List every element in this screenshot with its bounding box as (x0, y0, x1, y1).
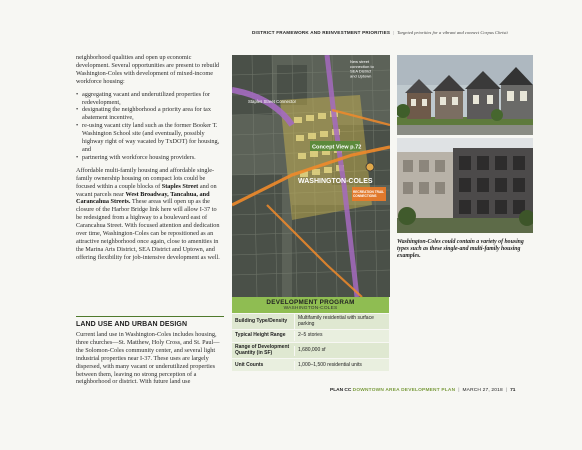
header-section-title: DISTRICT FRAMEWORK AND REINVESTMENT PRIORITIES (252, 30, 391, 35)
list-item: • designating the neighborhood a priority area for tax abatement incentive, (76, 106, 224, 122)
development-program-subtitle: WASHINGTON-COLES (283, 306, 338, 311)
development-program-title: DEVELOPMENT PROGRAM (266, 299, 355, 306)
housing-paragraph (76, 167, 224, 262)
intro-paragraph: neighborhood qualities and open up economic development. Several opportunities are present to rebuild Washington-Coles with development of mixed-income workforce housing: (76, 54, 220, 85)
map-district-label: WASHINGTON-COLES (298, 178, 373, 185)
section-heading: LAND USE AND URBAN DESIGN (76, 316, 224, 328)
table-row (232, 342, 389, 358)
page-footer (330, 388, 515, 393)
map-label-street-line: and Uptown (350, 73, 372, 79)
footer-date: MARCH 27, 2018 (462, 388, 503, 393)
footer-separator: | (458, 388, 460, 393)
housing-text: and on vacant parcels near (76, 182, 217, 198)
map-label-staples: Staples Street Connector (248, 99, 297, 104)
map-label-street-line: connection to (350, 63, 374, 69)
footer-title: DOWNTOWN AREA DEVELOPMENT PLAN (352, 388, 456, 393)
table-row (232, 313, 389, 329)
table-cell-label: Building Type/Density (235, 317, 288, 324)
housing-text: These areas will open up as the closure of the Harbor Bridge link here will allow I-37 to be redesigned from a highway to a boulevard east of Carancahua Street. With focused attention and dedication over time, Washington-Coles can be repositioned as an attractive neighborhood once again, close to amenities in the Marina Arts District, SEA District and Uptown, and offering flexibility for job-intensive development as well. (76, 198, 220, 261)
street-names: West Broadway, Tancahua, and Carancahua Streets. (76, 190, 210, 206)
land-use-paragraph: Current land use in Washington-Coles includes housing, three churches—St. Matthew, Holy Cross, and St. Paul—the Solomon-Coles community center, and several light industrial properties near I-37. These uses are largely dispersed, with many vacant or underutilized properties between them, leaving no strong perception of a neighborhood or district. With future land use (76, 331, 220, 386)
section-body (76, 331, 224, 391)
housing-text: Affordable multi-family housing and affordable single-family ownership housing on compact lots could be focused within a couple blocks of (76, 166, 215, 190)
map-recreation-line: RECREATION TRAIL (353, 190, 385, 194)
table-cell-label: Typical Height Range (235, 332, 286, 339)
footer-separator: | (505, 388, 508, 393)
map-concept-view: Concept View p.72 (312, 144, 362, 151)
page-number: 71 (510, 388, 516, 393)
table-cell-value: Multifamily residential with surface parking (294, 314, 389, 329)
table-cell-value: 1,680,000 sf (294, 346, 389, 356)
footer-plan: PLAN CC (330, 388, 352, 393)
list-item: • partnering with workforce housing providers. (76, 154, 224, 162)
table-cell-value: 1,000–1,500 residential units (294, 361, 389, 371)
multi-family-photo (397, 138, 533, 233)
map-label-street-line: New street (350, 59, 370, 64)
street-name: Staples Street (161, 182, 199, 190)
table-row (232, 358, 389, 371)
list-item: • aggregating vacant and underutilized properties for redevelopment, (76, 91, 224, 107)
left-column (76, 54, 224, 267)
development-program-table (232, 297, 389, 371)
table-row (232, 329, 389, 342)
development-program-header (232, 297, 389, 313)
table-cell-label: Range of Development Quantity (in SF) (235, 344, 290, 356)
map-recreation-line: CONNECTIONS (353, 194, 377, 198)
photo-caption: Washington-Coles could contain a variety of housing types such as these single-and multi-family housing examples. (397, 239, 524, 259)
header-separator: | (393, 30, 395, 35)
map-label-street-line: SEA District (350, 68, 372, 74)
list-item: • re-using vacant city land such as the former Booker T. Washington School site (and eventually, possibly highway right of way vacated by TxDOT) for housing, and (76, 122, 224, 154)
map-graphic (232, 55, 390, 297)
page-header (252, 30, 574, 35)
district-map (232, 55, 390, 297)
table-cell-value: 2–5 stories (294, 331, 389, 341)
header-tagline: Targeted priorities for a vibrant and connect Corpus Christi (397, 30, 508, 35)
view-marker (366, 163, 374, 171)
table-cell-label: Unit Counts (235, 361, 264, 368)
opportunity-list (76, 91, 224, 162)
single-family-photo (397, 55, 533, 135)
